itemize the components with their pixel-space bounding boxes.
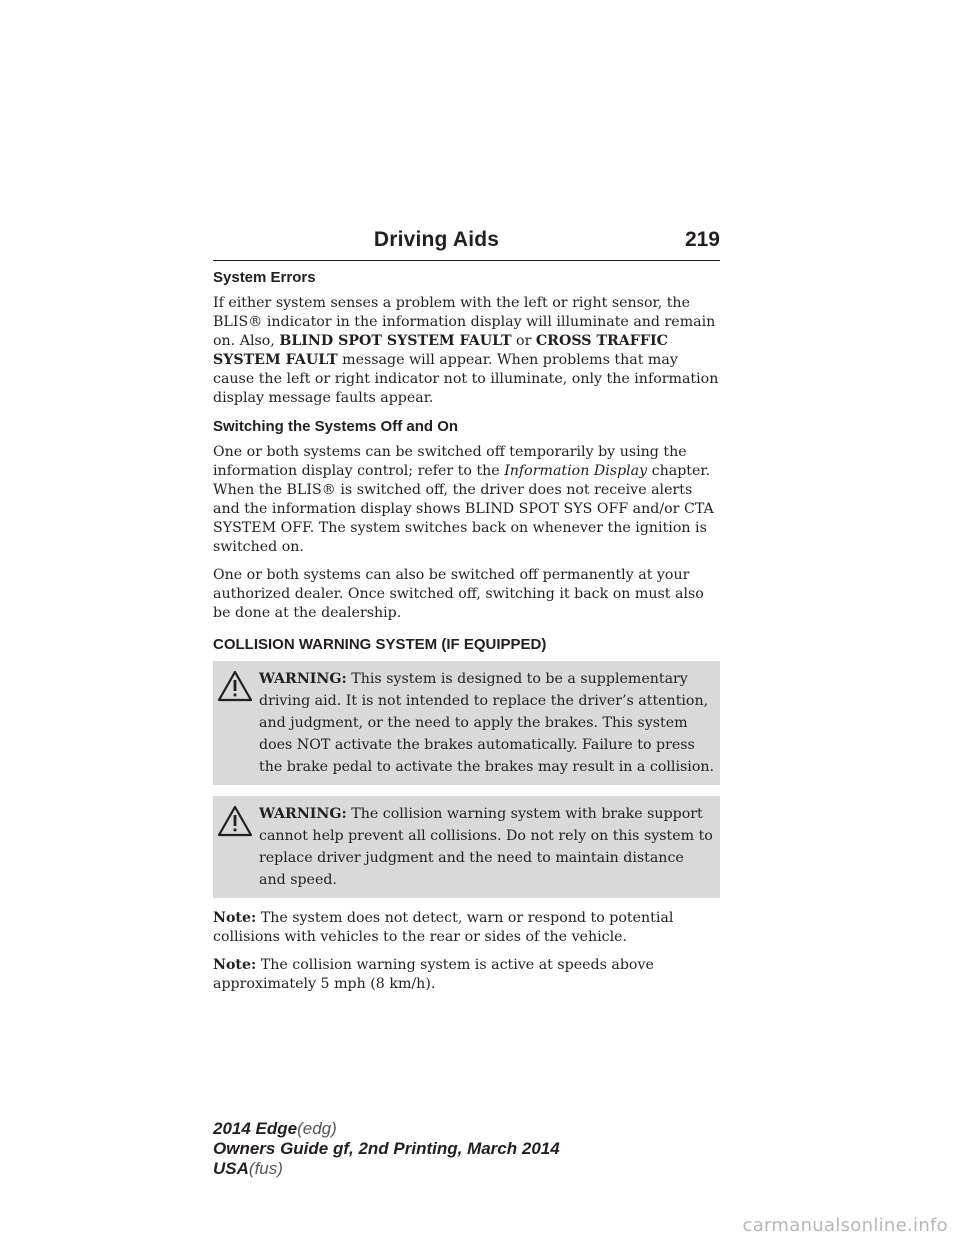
page-number: 219: [684, 228, 720, 251]
text-span: The collision warning system is active at speeds above approximately 5 mph (8 km/h).: [213, 957, 654, 992]
model-name: 2014 Edge: [213, 1119, 298, 1138]
fault-message-cross-traffic: CROSS TRAFFIC SYSTEM FAULT: [213, 333, 668, 368]
text-span: chapter. When the BLIS® is switched off, the driver does not receive alerts and the information display shows BLIND SPOT SYS OFF and/or CTA SYSTEM OFF. The system switches back on whenever the ignition is switched on.: [213, 463, 714, 555]
heading-switching: Switching the Systems Off and On: [213, 418, 459, 435]
model-code: (edg): [297, 1119, 337, 1138]
text-span: One or both systems can be switched off temporarily by using the information display control; refer to the: [213, 444, 687, 479]
market-name: USA: [213, 1159, 249, 1178]
heading-collision-warning: COLLISION WARNING SYSTEM (IF EQUIPPED): [213, 636, 547, 653]
text-span: or: [511, 333, 536, 349]
note-label: Note:: [213, 957, 257, 973]
warning-text-2: [217, 803, 714, 891]
warning-label: WARNING:: [259, 806, 347, 822]
note-2: [213, 956, 720, 994]
chapter-reference: Information Display: [504, 463, 648, 479]
text-span: If either system senses a problem with the left or right sensor, the BLIS® indicator in the information display will illuminate and remain on. Also,: [213, 295, 716, 349]
market-code: (fus): [248, 1159, 283, 1178]
document-footer: [213, 1119, 560, 1179]
warning-box-2: [213, 796, 720, 898]
warning-text-1: [217, 668, 714, 778]
note-1: [213, 909, 720, 947]
page-content: [213, 268, 720, 1003]
chapter-title: Driving Aids: [373, 228, 500, 251]
warning-triangle-icon: [217, 670, 253, 702]
paragraph-switching-2: One or both systems can also be switched off permanently at your authorized dealer. Once switched off, switching it back on must also be done at the dealership.: [213, 567, 704, 621]
fault-message-blind-spot: BLIND SPOT SYSTEM FAULT: [279, 333, 512, 349]
warning-triangle-icon: [217, 805, 253, 837]
paragraph-switching-1: [213, 443, 720, 557]
text-span: The collision warning system with brake support cannot help prevent all collisions. Do not rely on this system to replace driver judgment and the need to maintain distance and speed.: [259, 806, 713, 888]
heading-system-errors: System Errors: [213, 269, 316, 286]
warning-box-1: [213, 661, 720, 785]
warning-label: WARNING:: [259, 671, 347, 687]
text-span: The system does not detect, warn or respond to potential collisions with vehicles to the rear or sides of the vehicle.: [213, 910, 674, 945]
footer-line-2: Owners Guide gf, 2nd Printing, March 2014: [213, 1139, 560, 1158]
text-span: message will appear. When problems that may cause the left or right indicator not to illuminate, only the information display message faults appear.: [213, 352, 719, 406]
footer-line-3: [213, 1159, 560, 1179]
site-watermark: carmanualsonline.info: [742, 1215, 948, 1236]
page-header: [213, 226, 720, 261]
footer-line-1: [213, 1119, 560, 1139]
text-span: This system is designed to be a supplementary driving aid. It is not intended to replace the driver’s attention, and judgment, or the need to apply the brakes. This system does NOT activate the brakes automatically. Failure to press the brake pedal to activate the brakes may result in a collision.: [259, 671, 715, 775]
paragraph-system-errors: [213, 294, 720, 408]
note-label: Note:: [213, 910, 257, 926]
